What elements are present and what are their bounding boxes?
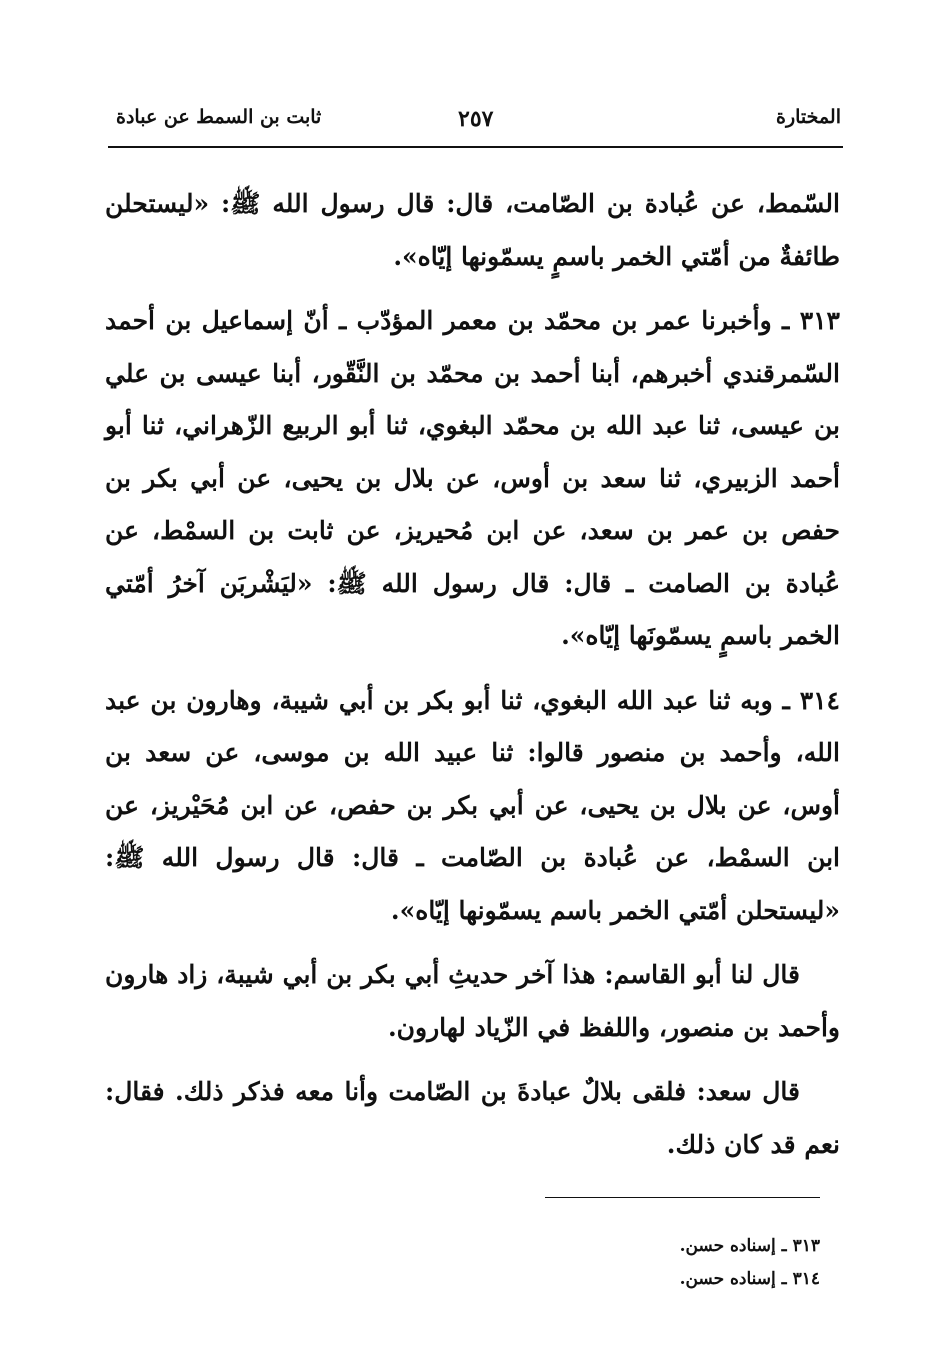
footnote-314: ٣١٤ ـ إسناده حسن. bbox=[679, 1269, 820, 1289]
hadith-313: ٣١٣ ـ وأخبرنا عمر بن محمّد بن معمر المؤدّب ـ أنّ إسماعيل بن أحمد السّمرقندي أخبرهم، أبنا أحمد بن محمّد بن النَّقّور، أبنا عيسى بن علي بن عيسى، ثنا عبد الله بن محمّد البغوي، ثنا أبو الربيع الزّهراني، ثنا أبو أحمد الزبيري، ثنا سعد بن أوس، عن بلال بن يحيى، عن أبي بكر بن حفص بن عمر بن سعد، عن ابن مُحيريز، عن ثابت بن السمْط، عن عُبادة بن الصامت ـ قال: قال رسول الله ﷺ: «ليَشْربَن آخرُ أمّتي الخمر باسمٍ يسمّونَها إيّاه». bbox=[105, 306, 840, 650]
main-text bbox=[105, 178, 840, 1183]
note-saad: قال سعد: فلقى بلالٌ عبادةَ بن الصّامت وأنا معه فذكر ذلك. فقال: نعم قد كان ذلك. bbox=[105, 1077, 840, 1159]
paragraph-continuation: السّمط، عن عُبادة بن الصّامت، قال: قال رسول الله ﷺ: «ليستحلن طائفةٌ من أمّتي الخمر باسمٍ يسمّونها إيّاه». bbox=[105, 189, 840, 271]
book-title: المختارة bbox=[776, 106, 841, 128]
header-rule bbox=[108, 146, 843, 148]
footnote-313: ٣١٣ ـ إسناده حسن. bbox=[679, 1236, 820, 1256]
page-header bbox=[108, 92, 843, 144]
page-number: ٢٥٧ bbox=[458, 106, 494, 132]
section-title: ثابت بن السمط عن عبادة bbox=[116, 106, 322, 128]
footnote-rule bbox=[545, 1197, 820, 1198]
footnotes bbox=[545, 1230, 820, 1296]
note-abu-al-qasim: قال لنا أبو القاسم: هذا آخر حديثِ أبي بكر بن أبي شيبة، زاد هارون وأحمد بن منصور، واللفظ في الزّياد لهارون. bbox=[105, 960, 840, 1042]
hadith-314: ٣١٤ ـ وبه ثنا عبد الله البغوي، ثنا أبو بكر بن أبي شيبة، وهارون بن عبد الله، وأحمد بن منصور قالوا: ثنا عبيد الله بن موسى، عن سعد بن أوس، عن بلال بن يحيى، عن أبي بكر بن حفص، عن ابن مُحَيْريز، عن ابن السمْط، عن عُبادة بن الصّامت ـ قال: قال رسول الله ﷺ: «ليستحلن أمّتي الخمر باسم يسمّونها إيّاه». bbox=[105, 685, 840, 925]
